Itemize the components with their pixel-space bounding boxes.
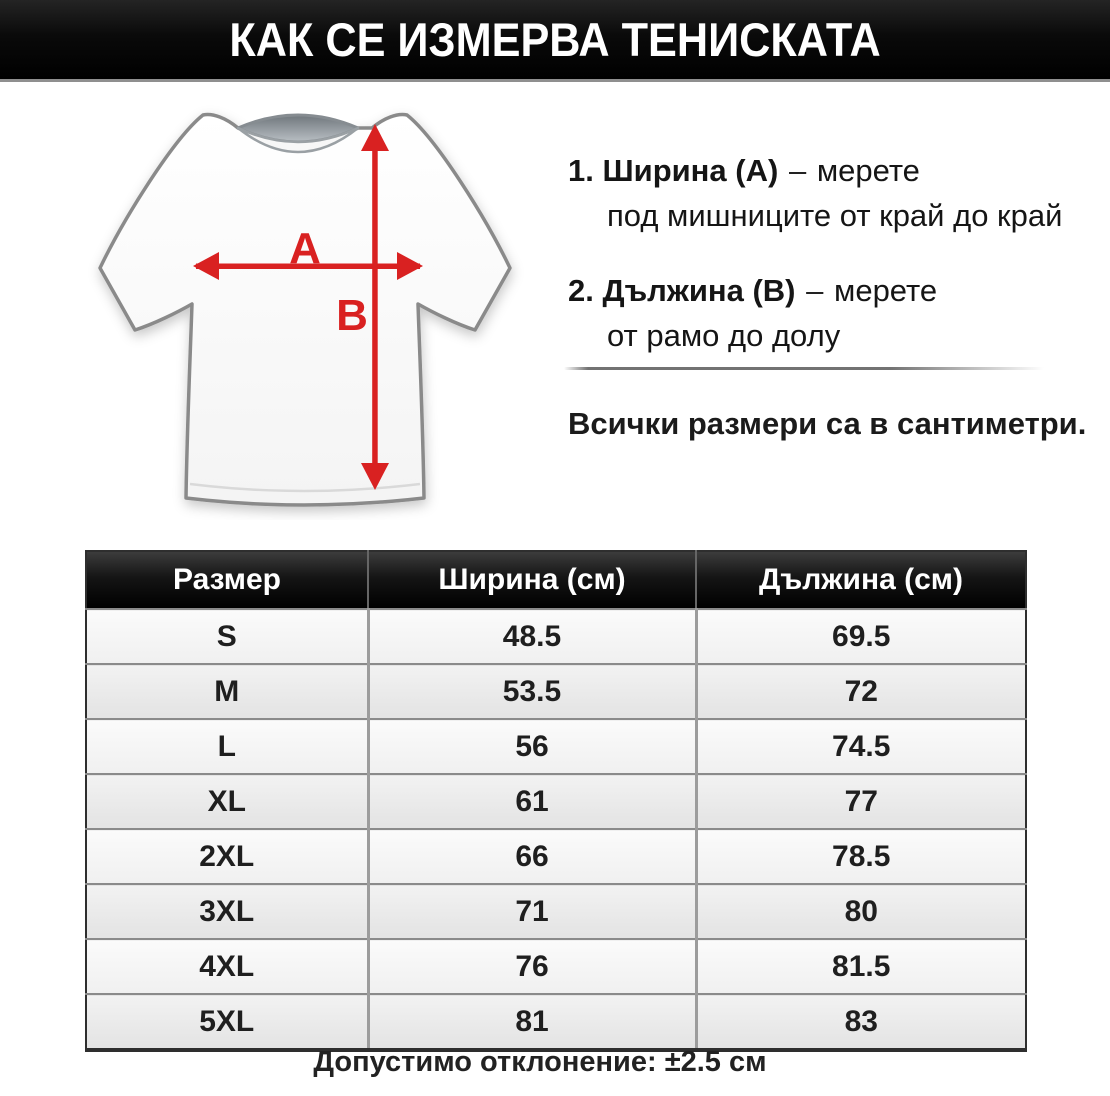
width-label: A [289, 224, 321, 273]
size-cell: 5XL [199, 1004, 255, 1038]
width-cell: 61 [368, 774, 696, 829]
length-cell: 83 [696, 994, 1026, 1050]
instruction-detail: от рамо до долу [607, 318, 841, 353]
table-row [86, 719, 1026, 774]
width-cell: 48.5 [368, 609, 696, 664]
instruction-number: 1. [568, 153, 594, 188]
tshirt-shape [100, 115, 510, 505]
units-note: Всички размери са в сантиметри. [568, 406, 1087, 441]
size-cell: M [214, 674, 240, 708]
length-cell: 74.5 [696, 719, 1026, 774]
instruction-number: 2. [568, 273, 594, 308]
tshirt-diagram [88, 98, 530, 520]
instruction-tail: мерете [816, 153, 920, 188]
column-header: Ширина (см) [368, 551, 696, 609]
tshirt-illustration [88, 98, 530, 520]
instruction-item-width [568, 148, 1108, 238]
width-cell: 71 [368, 884, 696, 939]
length-cell: 80 [696, 884, 1026, 939]
section-divider [564, 367, 1044, 370]
width-cell: 81 [368, 994, 696, 1050]
width-cell: 76 [368, 939, 696, 994]
table-row [86, 829, 1026, 884]
length-cell: 72 [696, 664, 1026, 719]
table-row [86, 994, 1026, 1050]
title-bar [0, 0, 1110, 82]
size-table-header [86, 551, 1026, 609]
instruction-tail: мерете [834, 273, 938, 308]
page-title: КАК СЕ ИЗМЕРВА ТЕНИСКАТА [229, 13, 881, 66]
width-cell: 53.5 [368, 664, 696, 719]
size-table-body [86, 609, 1026, 1050]
size-cell: L [217, 729, 236, 763]
instruction-term: Ширина (А) [602, 153, 779, 188]
instruction-detail: под мишниците от край до край [607, 198, 1063, 233]
size-cell: XL [207, 784, 246, 818]
table-row [86, 664, 1026, 719]
dash: – [806, 273, 824, 308]
table-row [86, 774, 1026, 829]
column-header: Размер [86, 551, 368, 609]
length-label: B [336, 291, 368, 340]
instructions [568, 148, 1108, 388]
width-cell: 66 [368, 829, 696, 884]
size-cell: S [216, 619, 237, 653]
dash: – [788, 153, 807, 188]
instruction-line [568, 268, 1108, 313]
tolerance-note: Допустимо отклонение: ±2.5 см [313, 1046, 767, 1078]
size-table [85, 550, 1027, 1052]
size-cell: 2XL [199, 839, 255, 873]
column-header: Дължина (см) [696, 551, 1026, 609]
width-cell: 56 [368, 719, 696, 774]
length-cell: 77 [696, 774, 1026, 829]
length-cell: 78.5 [696, 829, 1026, 884]
length-cell: 81.5 [696, 939, 1026, 994]
table-row [86, 609, 1026, 664]
instruction-line [568, 148, 1108, 193]
instruction-term: Дължина (В) [602, 273, 796, 308]
instruction-item-length [568, 268, 1108, 358]
table-row [86, 939, 1026, 994]
size-cell: 4XL [199, 949, 255, 983]
size-cell: 3XL [199, 894, 255, 928]
table-row [86, 884, 1026, 939]
length-cell: 69.5 [696, 609, 1026, 664]
